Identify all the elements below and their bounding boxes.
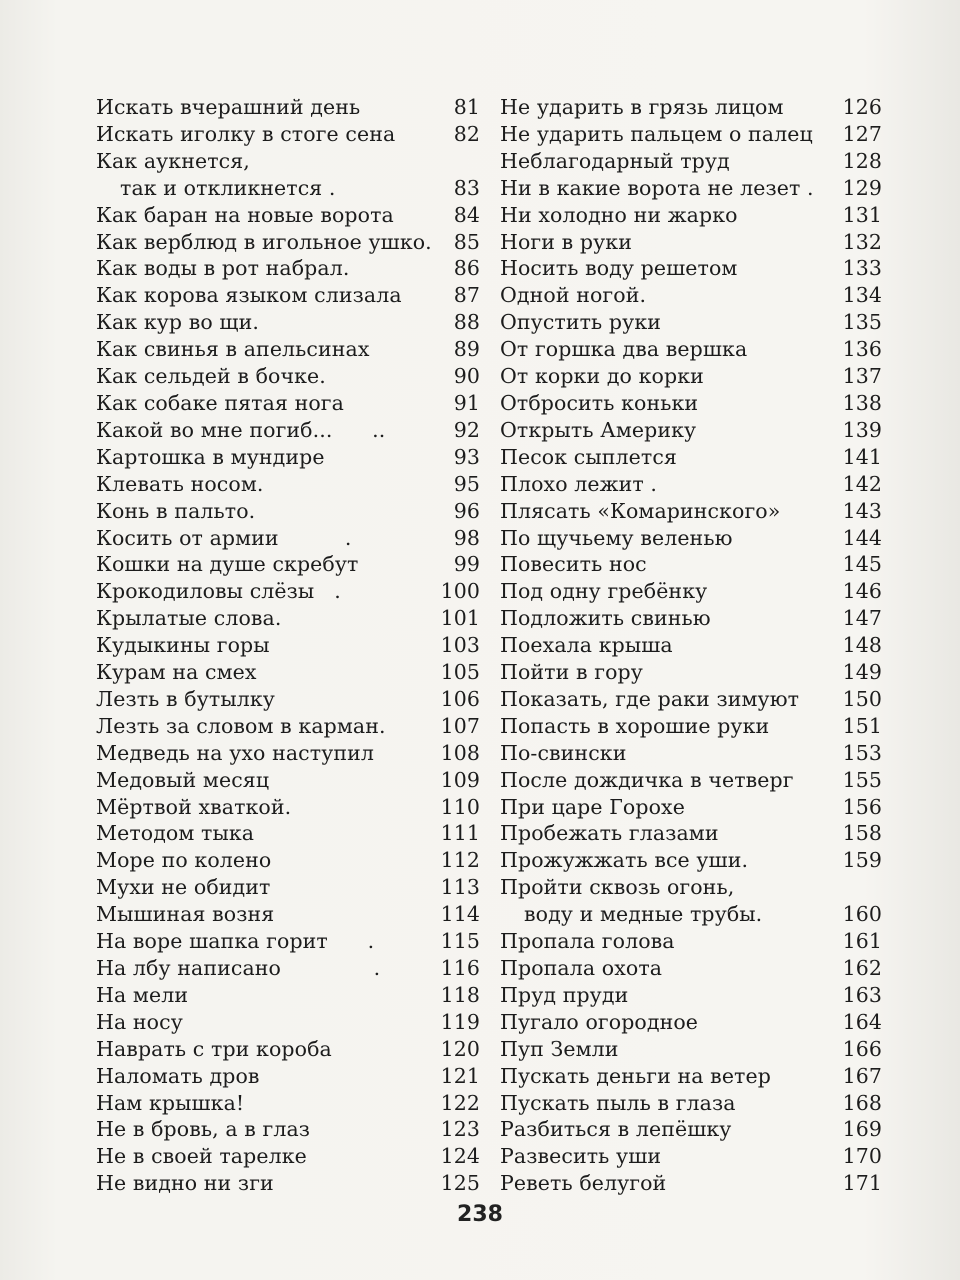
entry-page-number: 138 [842,390,882,415]
index-entry [500,148,882,175]
entry-page-number: 127 [842,121,882,146]
index-entry [500,525,882,552]
entry-phrase: На воре шапка горит . [96,929,375,954]
entry-page-number: 151 [842,713,882,738]
index-entry [96,767,480,794]
entry-page-number: 125 [440,1171,480,1196]
index-entry [500,390,882,417]
entry-phrase: Крылатые слова. [96,606,282,631]
entry-page-number: 142 [842,471,882,496]
index-entry [96,121,480,148]
entry-phrase: По-свински [500,740,627,765]
entry-page-number: 132 [842,229,882,254]
index-entry [500,551,882,578]
index-entry [500,336,882,363]
entry-phrase: Как воды в рот набрал. [96,256,350,281]
index-entry [96,255,480,282]
page-number: 238 [457,1202,503,1227]
entry-page-number: 98 [453,525,480,550]
entry-page-number: 122 [440,1090,480,1115]
index-entry [96,982,480,1009]
entry-page-number: 81 [453,95,480,119]
entry-phrase: Опустить руки [500,310,661,335]
entry-phrase: Повесить нос [500,552,647,577]
index-entry [500,1009,882,1036]
index-entry [96,605,480,632]
entry-phrase: Как корова языком слизала [96,283,402,308]
index-entry [96,1090,480,1117]
entry-phrase: Пройти сквозь огонь, [500,875,735,900]
entry-phrase: Отбросить коньки [500,390,699,415]
entry-page-number: 171 [842,1171,882,1196]
index-entry [96,1063,480,1090]
entry-page-number: 144 [842,525,882,550]
entry-phrase: Одной ногой. [500,283,647,308]
entry-page-number: 161 [842,929,882,954]
entry-phrase: Ни холодно ни жарко [500,202,738,227]
entry-page-number: 159 [842,848,882,873]
entry-phrase: Мухи не обидит [96,875,271,900]
index-entry [500,1170,882,1197]
index-entry [500,498,882,525]
index-entry [500,686,882,713]
entry-phrase: От горшка два вершка [500,337,748,362]
entry-page-number: 84 [453,202,480,227]
entry-page-number: 82 [453,121,480,146]
index-entry [96,309,480,336]
index-entry [500,605,882,632]
index-entry [500,121,882,148]
entry-page-number: 128 [842,148,882,173]
entry-phrase: Плохо лежит . [500,471,658,496]
entry-page-number: 86 [453,256,480,281]
entry-phrase: Пускать деньги на ветер [500,1063,771,1088]
entry-phrase: На лбу написано . [96,956,381,980]
entry-page-number: 136 [842,337,882,362]
entry-phrase: Лезть за словом в карман. [96,713,386,738]
entry-phrase: Открыть Америку [500,417,697,442]
entry-page-number: 119 [440,1009,480,1034]
index-entry [96,874,480,901]
entry-phrase: Не видно ни зги [96,1171,274,1196]
entry-phrase: Под одну гребёнку [500,579,708,604]
index-entry [500,874,882,928]
index-entry [500,94,882,121]
index-entry [500,444,882,471]
entry-page-number: 139 [842,417,882,442]
index-entry [96,202,480,229]
entry-page-number: 135 [842,310,882,335]
entry-phrase: По щучьему веленью [500,525,733,550]
index-entry [500,282,882,309]
index-entry [96,471,480,498]
index-column-left [96,94,480,1197]
entry-phrase: Пропала охота [500,956,663,980]
index-entry [96,417,480,444]
entry-page-number: 145 [842,552,882,577]
entry-page-number: 126 [842,95,882,119]
entry-page-number: 105 [440,660,480,685]
entry-page-number: 131 [842,202,882,227]
index-entry [96,390,480,417]
entry-phrase: После дождичка в четверг [500,767,794,792]
entry-page-number: 170 [842,1144,882,1169]
entry-page-number: 129 [842,175,882,200]
entry-phrase: Не ударить в грязь лицом [500,95,784,119]
index-entry [500,471,882,498]
index-entry [96,713,480,740]
entry-phrase: Медовый месяц [96,767,270,792]
index-entry [500,928,882,955]
entry-phrase: Как сельдей в бочке. [96,364,326,389]
entry-phrase: Кудыкины горы [96,633,270,658]
index-entry [500,578,882,605]
entry-phrase: Картошка в мундире [96,444,325,469]
entry-phrase: Показать, где раки зимуют [500,686,800,711]
entry-phrase: Не ударить пальцем о палец [500,121,813,146]
entry-phrase: Наломать дров [96,1063,260,1088]
index-entry [96,901,480,928]
entry-phrase: На носу [96,1009,183,1034]
index-entry [500,659,882,686]
entry-page-number: 110 [440,794,480,819]
entry-phrase: Пропала голова [500,929,675,954]
entry-page-number: 134 [842,283,882,308]
index-entry [96,498,480,525]
index-entry [96,928,480,955]
index-entry [500,1063,882,1090]
entry-phrase: Пугало огородное [500,1009,699,1034]
index-entry [96,551,480,578]
entry-phrase: Методом тыка [96,821,255,846]
entry-phrase: Искать вчерашний день [96,95,361,119]
entry-phrase: Нам крышка! [96,1090,245,1115]
entry-phrase: При царе Горохе [500,794,685,819]
entry-page-number: 160 [842,902,882,927]
entry-page-number: 99 [453,552,480,577]
entry-phrase: Мёртвой хваткой. [96,794,292,819]
entry-phrase: Пробежать глазами [500,821,719,846]
entry-phrase: Не в своей тарелке [96,1144,307,1169]
entry-page-number: 96 [453,498,480,523]
entry-page-number: 112 [440,848,480,873]
entry-phrase: Какой во мне погиб... .. [96,417,386,442]
index-entry [500,740,882,767]
index-column-right [500,94,882,1197]
entry-page-number: 121 [440,1063,480,1088]
entry-page-number: 156 [842,794,882,819]
entry-page-number: 153 [842,740,882,765]
index-entry [96,1170,480,1197]
entry-phrase: Косить от армии . [96,525,352,550]
entry-phrase: Кошки на душе скребут [96,552,359,577]
entry-phrase: Как собаке пятая нога [96,390,344,415]
entry-page-number: 143 [842,498,882,523]
entry-phrase: Песок сыплется [500,444,677,469]
entry-phrase: От корки до корки [500,364,704,389]
entry-page-number: 124 [440,1144,480,1169]
entry-page-number: 92 [453,417,480,442]
entry-phrase-continuation: воду и медные трубы. [524,902,763,927]
index-entry [500,309,882,336]
entry-page-number: 164 [842,1009,882,1034]
entry-page-number: 83 [453,175,480,200]
entry-page-number: 114 [440,902,480,927]
entry-page-number: 167 [842,1063,882,1088]
entry-phrase: Реветь белугой [500,1171,667,1196]
entry-page-number: 141 [842,444,882,469]
entry-phrase: Пойти в гору [500,660,643,685]
index-entry [500,767,882,794]
entry-phrase: Поехала крыша [500,633,673,658]
index-entry [500,632,882,659]
index-entry [96,794,480,821]
index-entry [500,820,882,847]
index-entry [96,525,480,552]
entry-page-number: 95 [453,471,480,496]
index-entry [96,740,480,767]
entry-phrase: На мели [96,982,189,1007]
entry-page-number: 89 [453,337,480,362]
entry-phrase: Курам на смех [96,660,257,685]
entry-phrase: Море по колено [96,848,272,873]
index-entry [96,686,480,713]
entry-page-number: 108 [440,740,480,765]
entry-page-number: 163 [842,982,882,1007]
index-entry [96,820,480,847]
index-entry [500,847,882,874]
entry-page-number: 169 [842,1117,882,1142]
entry-phrase: Пускать пыль в глаза [500,1090,736,1115]
index-entry [500,982,882,1009]
index-entry [96,847,480,874]
entry-phrase: Ноги в руки [500,229,632,254]
entry-page-number: 103 [440,633,480,658]
entry-phrase: Наврать с три короба [96,1036,332,1061]
entry-phrase: Подложить свинью [500,606,711,631]
entry-page-number: 85 [453,229,480,254]
index-entry [96,282,480,309]
entry-phrase: Клевать носом. [96,471,264,496]
entry-page-number: 150 [842,686,882,711]
entry-page-number: 109 [440,767,480,792]
entry-page-number: 106 [440,686,480,711]
entry-phrase: Развесить уши [500,1144,662,1169]
entry-page-number: 137 [842,364,882,389]
entry-page-number: 111 [440,821,480,846]
entry-page-number: 149 [842,660,882,685]
index-entry [96,148,480,202]
index-entry [96,578,480,605]
index-entry [96,363,480,390]
entry-phrase-continuation: так и откликнется . [120,175,336,200]
entry-phrase: Неблагодарный труд [500,148,730,173]
entry-page-number: 120 [440,1036,480,1061]
entry-phrase: Разбиться в лепёшку [500,1117,732,1142]
index-entry [96,632,480,659]
entry-phrase: Искать иголку в стоге сена [96,121,396,146]
entry-phrase: Как баран на новые ворота [96,202,394,227]
entry-phrase: Прожужжать все уши. [500,848,749,873]
entry-page-number: 168 [842,1090,882,1115]
index-entry [500,363,882,390]
index-entry [500,1116,882,1143]
entry-page-number: 155 [842,767,882,792]
entry-phrase: Ни в какие ворота не лезет . [500,175,814,200]
index-entry [500,1036,882,1063]
entry-page-number: 146 [842,579,882,604]
index-entry [500,794,882,821]
entry-page-number: 88 [453,310,480,335]
entry-page-number: 100 [440,579,480,604]
entry-phrase: Попасть в хорошие руки [500,713,770,738]
index-entry [96,1143,480,1170]
entry-page-number: 90 [453,364,480,389]
index-entry [96,955,480,982]
entry-phrase: Лезть в бутылку [96,686,275,711]
entry-page-number: 158 [842,821,882,846]
entry-page-number: 87 [453,283,480,308]
index-entry [96,1009,480,1036]
index-entry [96,94,480,121]
index-entry [96,659,480,686]
entry-page-number: 91 [453,390,480,415]
entry-page-number: 113 [440,875,480,900]
entry-page-number: 148 [842,633,882,658]
entry-page-number: 166 [842,1036,882,1061]
index-entry [500,1143,882,1170]
entry-phrase: Плясать «Комаринского» [500,498,781,523]
entry-page-number: 93 [453,444,480,469]
entry-phrase: Не в бровь, а в глаз [96,1117,311,1142]
index-entry [96,1036,480,1063]
index-entry [96,1116,480,1143]
entry-phrase: Пруд пруди [500,982,629,1007]
index-entry [500,713,882,740]
entry-page-number: 123 [440,1117,480,1142]
entry-phrase: Конь в пальто. [96,498,256,523]
entry-phrase: Медведь на ухо наступил [96,740,375,765]
index-entry [500,202,882,229]
entry-phrase: Крокодиловы слёзы . [96,579,341,604]
entry-phrase: Как свинья в апельсинах [96,337,370,362]
entry-page-number: 133 [842,256,882,281]
entry-page-number: 115 [440,929,480,954]
index-entry [500,175,882,202]
entry-phrase: Как верблюд в игольное ушко. [96,229,432,254]
entry-page-number: 107 [440,713,480,738]
index-entry [500,417,882,444]
index-entry [96,336,480,363]
entry-phrase: Носить воду решетом [500,256,738,281]
entry-page-number: 147 [842,606,882,631]
entry-page-number: 116 [440,956,480,980]
index-entry [500,229,882,256]
entry-page-number: 162 [842,956,882,980]
entry-phrase: Как аукнется, [96,148,250,173]
index-entry [96,444,480,471]
index-entry [500,1090,882,1117]
index-entry [500,255,882,282]
entry-phrase: Как кур во щи. [96,310,259,335]
entry-phrase: Пуп Земли [500,1036,619,1061]
index-entry [500,955,882,982]
entry-phrase: Мышиная возня [96,902,275,927]
entry-page-number: 118 [440,982,480,1007]
entry-page-number: 101 [440,606,480,631]
index-entry [96,229,480,256]
